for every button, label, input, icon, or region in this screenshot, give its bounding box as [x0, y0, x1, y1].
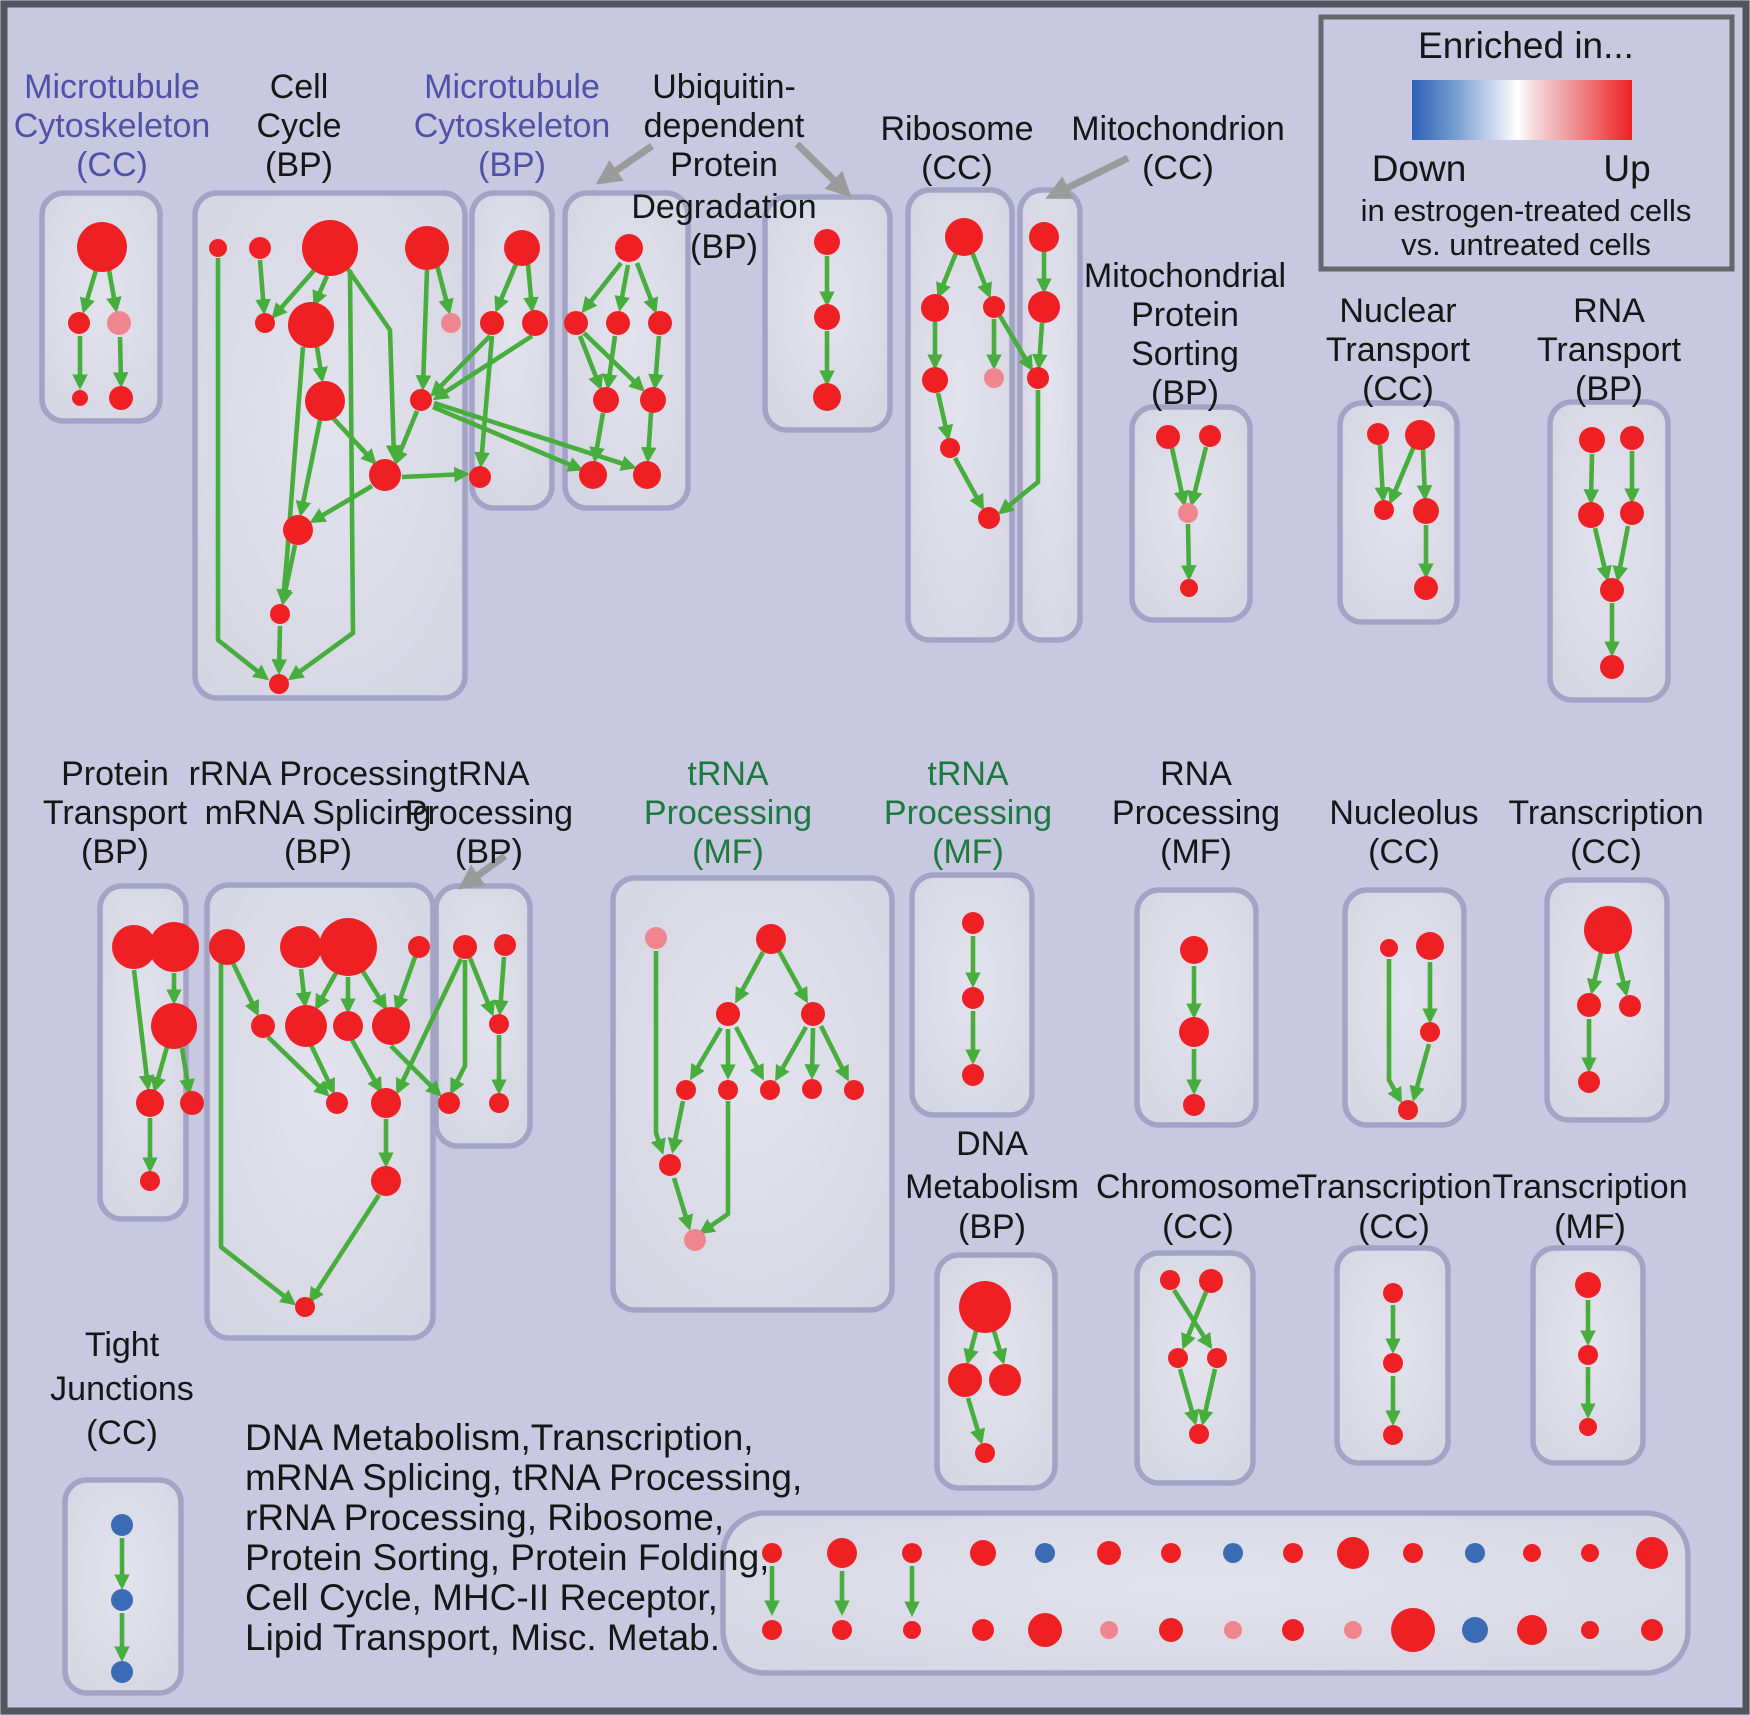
summary-text-line-1: mRNA Splicing, tRNA Processing, — [245, 1457, 803, 1498]
edge-ubiquitin-degradation-8 — [648, 413, 651, 459]
cluster-label-chromosome-cc-line-1: (CC) — [1162, 1208, 1234, 1246]
node-ubiquitin-degradation-2-1 — [814, 304, 840, 330]
node-ubiquitin-degradation-1 — [564, 311, 588, 335]
cluster-label-cell-cycle-line-0: Cell — [269, 68, 329, 106]
cluster-label-mitochondrial-protein-sorting-line-1: Protein — [1131, 296, 1239, 334]
node-mitochondrial-protein-sorting-3 — [1180, 579, 1198, 597]
node-rna-transport-5 — [1600, 655, 1624, 679]
node-rna-transport-3 — [1620, 501, 1644, 525]
cluster-label-transcription-mf-line-1: (MF) — [1554, 1208, 1626, 1246]
cluster-label-ubiquitin-degradation-line-0: Ubiquitin- — [652, 68, 796, 106]
node-trna-processing-mf-large-4 — [676, 1080, 696, 1100]
node-microtubule-cc-1 — [68, 312, 90, 334]
node-mitochondrial-protein-sorting-1 — [1199, 425, 1221, 447]
summary-dot-bottom-13 — [1581, 1621, 1599, 1639]
cluster-label-nuclear-transport-line-0: Nuclear — [1339, 292, 1457, 330]
node-transcription-cc-mid-1 — [1577, 993, 1601, 1017]
cluster-label-ubiquitin-degradation-line-1: dependent — [643, 107, 805, 145]
node-mitochondrion-cc-1 — [1028, 291, 1060, 323]
cluster-label-trna-processing-bp-line-2: (BP) — [455, 833, 523, 871]
cluster-label-protein-transport-line-2: (BP) — [81, 833, 149, 871]
cluster-label-cell-cycle-line-2: (BP) — [265, 146, 333, 184]
summary-dot-bottom-2 — [903, 1621, 921, 1639]
node-transcription-cc-bottom-2 — [1383, 1425, 1403, 1445]
cluster-label-ubiquitin-degradation-line-4: (BP) — [690, 228, 758, 266]
cluster-box-chromosome-cc — [1137, 1253, 1253, 1483]
node-ribosome-cc-2 — [983, 296, 1005, 318]
node-chromosome-cc-4 — [1189, 1424, 1209, 1444]
node-trna-processing-bp-1 — [494, 934, 516, 956]
cluster-label-nuclear-transport-line-2: (CC) — [1362, 370, 1434, 408]
summary-dot-bottom-6 — [1159, 1618, 1183, 1642]
node-nucleolus-cc-0 — [1380, 939, 1398, 957]
node-mitochondrial-protein-sorting-2 — [1178, 503, 1198, 523]
node-trna-processing-mf-small-2 — [962, 1064, 984, 1086]
cluster-label-chromosome-cc-line-0: Chromosome — [1095, 1168, 1301, 1206]
cluster-label-tight-junctions-line-1: Junctions — [50, 1370, 194, 1408]
node-transcription-cc-mid-2 — [1619, 995, 1641, 1017]
node-trna-processing-mf-large-1 — [756, 924, 786, 954]
node-cell-cycle-12 — [269, 674, 289, 694]
node-trna-processing-mf-large-5 — [718, 1080, 738, 1100]
summary-dot-top-10 — [1403, 1543, 1423, 1563]
cluster-label-nuclear-transport-line-1: Transport — [1325, 331, 1471, 369]
cluster-label-microtubule-cc-line-2: (CC) — [76, 146, 148, 184]
cluster-label-dna-metabolism-line-2: (BP) — [958, 1208, 1026, 1246]
node-microtubule-bp-2 — [522, 310, 548, 336]
edge-mitochondrion-cc-1 — [1039, 323, 1042, 366]
cluster-label-nucleolus-cc-line-0: Nucleolus — [1329, 794, 1479, 832]
cluster-label-dna-metabolism-line-1: Metabolism — [905, 1168, 1079, 1206]
summary-dot-bottom-10 — [1391, 1608, 1435, 1652]
cluster-label-nucleolus-cc-line-1: (CC) — [1368, 833, 1440, 871]
cluster-box-nuclear-transport — [1340, 403, 1457, 622]
node-nuclear-transport-4 — [1414, 576, 1438, 600]
cluster-label-rrna-processing-mrna-splicing-line-1: mRNA Splicing — [204, 794, 432, 832]
node-ubiquitin-degradation-5 — [640, 387, 666, 413]
node-ubiquitin-degradation-4 — [593, 387, 619, 413]
node-cell-cycle-5 — [288, 302, 334, 348]
node-nucleolus-cc-2 — [1420, 1022, 1440, 1042]
summary-dot-bottom-5 — [1100, 1621, 1118, 1639]
summary-dot-bottom-1 — [832, 1620, 852, 1640]
summary-dot-bottom-14 — [1641, 1619, 1663, 1641]
cluster-label-protein-transport-line-1: Transport — [42, 794, 188, 832]
node-rrna-processing-mrna-splicing-5 — [285, 1005, 327, 1047]
cluster-label-ribosome-cc-line-0: Ribosome — [880, 110, 1034, 148]
node-rrna-processing-mrna-splicing-8 — [326, 1092, 348, 1114]
node-cell-cycle-10 — [283, 515, 313, 545]
node-trna-processing-mf-large-3 — [801, 1002, 825, 1026]
summary-dot-bottom-7 — [1224, 1621, 1242, 1639]
node-microtubule-cc-3 — [72, 390, 88, 406]
node-rrna-processing-mrna-splicing-9 — [371, 1088, 401, 1118]
node-microtubule-cc-2 — [107, 311, 131, 335]
node-ribosome-cc-5 — [940, 438, 960, 458]
node-rrna-processing-mrna-splicing-4 — [251, 1014, 275, 1038]
summary-dot-bottom-8 — [1282, 1619, 1304, 1641]
legend-up-label: Up — [1603, 148, 1651, 189]
node-ubiquitin-degradation-3 — [648, 311, 672, 335]
summary-text-line-4: Cell Cycle, MHC-II Receptor, — [245, 1577, 718, 1618]
cluster-label-transcription-cc-bottom-line-1: (CC) — [1358, 1208, 1430, 1246]
summary-dot-top-1 — [827, 1538, 857, 1568]
summary-dot-top-13 — [1581, 1544, 1599, 1562]
node-transcription-cc-bottom-0 — [1383, 1283, 1403, 1303]
node-ubiquitin-degradation-2-0 — [814, 229, 840, 255]
cluster-label-trna-processing-mf-small-line-0: tRNA — [927, 755, 1009, 793]
node-trna-processing-mf-large-0 — [645, 927, 667, 949]
cluster-label-transcription-cc-bottom-line-0: Transcription — [1296, 1168, 1492, 1206]
node-mitochondrial-protein-sorting-0 — [1156, 425, 1180, 449]
node-chromosome-cc-3 — [1207, 1348, 1227, 1368]
cluster-label-transcription-mf-line-0: Transcription — [1492, 1168, 1688, 1206]
node-trna-processing-bp-3 — [438, 1092, 460, 1114]
cluster-label-mitochondrial-protein-sorting-line-3: (BP) — [1151, 374, 1219, 412]
edge-rna-transport-0 — [1591, 454, 1592, 501]
summary-dot-top-8 — [1283, 1543, 1303, 1563]
node-cell-cycle-0 — [209, 239, 227, 257]
cluster-label-microtubule-bp-line-0: Microtubule — [424, 68, 600, 106]
node-tight-junctions-1 — [111, 1589, 133, 1611]
edge-nuclear-transport-2 — [1423, 449, 1425, 497]
node-ubiquitin-degradation-7 — [633, 461, 661, 489]
cluster-label-trna-processing-mf-large-line-0: tRNA — [687, 755, 769, 793]
node-chromosome-cc-1 — [1199, 1269, 1223, 1293]
cluster-box-nucleolus-cc — [1345, 890, 1464, 1125]
node-trna-processing-bp-4 — [489, 1093, 509, 1113]
node-trna-processing-mf-large-7 — [802, 1079, 822, 1099]
node-rna-processing-mf-1 — [1179, 1017, 1209, 1047]
edge-mitochondrial-protein-sorting-2 — [1188, 524, 1189, 577]
node-nuclear-transport-1 — [1405, 420, 1435, 450]
node-protein-transport-2 — [151, 1003, 197, 1049]
summary-text-line-0: DNA Metabolism,Transcription, — [245, 1417, 754, 1458]
node-rna-processing-mf-0 — [1180, 936, 1208, 964]
summary-dot-top-11 — [1465, 1543, 1485, 1563]
node-ribosome-cc-3 — [922, 367, 948, 393]
summary-dot-bottom-3 — [972, 1619, 994, 1641]
node-microtubule-bp-3 — [469, 466, 491, 488]
node-trna-processing-mf-large-8 — [844, 1080, 864, 1100]
node-mitochondrion-cc-0 — [1029, 222, 1059, 252]
cluster-label-mitochondrial-protein-sorting-line-0: Mitochondrial — [1083, 257, 1287, 295]
node-ribosome-cc-4 — [984, 368, 1004, 388]
node-rna-transport-4 — [1600, 578, 1624, 602]
legend-down-label: Down — [1371, 148, 1467, 189]
cluster-label-trna-processing-mf-large-line-2: (MF) — [692, 833, 764, 871]
cluster-label-microtubule-bp-line-2: (BP) — [478, 146, 546, 184]
node-ubiquitin-degradation-2-2 — [813, 383, 841, 411]
cluster-label-trna-processing-mf-small-line-1: Processing — [883, 794, 1053, 832]
cluster-label-rrna-processing-mrna-splicing-line-2: (BP) — [284, 833, 352, 871]
cluster-box-ribosome-cc — [908, 190, 1012, 640]
node-dna-metabolism-1 — [948, 1363, 982, 1397]
node-nucleolus-cc-1 — [1416, 932, 1444, 960]
node-microtubule-bp-0 — [504, 230, 540, 266]
legend-gradient-bar — [1412, 80, 1632, 140]
summary-dot-top-9 — [1337, 1537, 1369, 1569]
node-ribosome-cc-1 — [921, 294, 949, 322]
node-rrna-processing-mrna-splicing-11 — [295, 1297, 315, 1317]
summary-dot-top-5 — [1097, 1541, 1121, 1565]
node-ribosome-cc-0 — [945, 218, 983, 256]
summary-dot-bottom-9 — [1344, 1621, 1362, 1639]
cluster-label-rna-processing-mf-line-1: Processing — [1111, 794, 1281, 832]
node-rrna-processing-mrna-splicing-6 — [333, 1011, 363, 1041]
summary-dot-top-3 — [970, 1540, 996, 1566]
edge-trna-processing-mf-large-6 — [812, 1028, 813, 1076]
cluster-label-rrna-processing-mrna-splicing-line-0: rRNA Processing — [188, 755, 448, 793]
legend-title: Enriched in... — [1418, 25, 1634, 66]
cluster-label-mitochondrial-protein-sorting-line-2: Sorting — [1131, 335, 1239, 373]
node-cell-cycle-11 — [270, 604, 290, 624]
node-ribosome-cc-6 — [978, 507, 1000, 529]
cluster-box-mitochondrion-cc — [1020, 190, 1080, 640]
summary-dot-bottom-11 — [1462, 1617, 1488, 1643]
summary-dot-top-7 — [1223, 1543, 1243, 1563]
summary-dot-top-14 — [1636, 1537, 1668, 1569]
cluster-label-rna-transport-line-0: RNA — [1573, 292, 1645, 330]
edge-cell-cycle-15 — [279, 626, 280, 671]
node-trna-processing-mf-small-0 — [962, 912, 984, 934]
cluster-label-microtubule-cc-line-1: Cytoskeleton — [13, 107, 211, 145]
node-cell-cycle-4 — [255, 313, 275, 333]
cluster-label-transcription-cc-mid-line-0: Transcription — [1508, 794, 1704, 832]
node-cell-cycle-6 — [441, 313, 461, 333]
cluster-label-trna-processing-bp-line-0: tRNA — [448, 755, 530, 793]
node-cell-cycle-7 — [305, 381, 345, 421]
legend-subtitle-1: in estrogen-treated cells — [1360, 193, 1692, 228]
node-protein-transport-5 — [140, 1171, 160, 1191]
cluster-label-tight-junctions-line-0: Tight — [84, 1326, 160, 1364]
node-ubiquitin-degradation-0 — [615, 234, 643, 262]
node-tight-junctions-2 — [111, 1661, 133, 1683]
node-cell-cycle-3 — [405, 226, 449, 270]
node-dna-metabolism-2 — [989, 1364, 1021, 1396]
cluster-label-rna-processing-mf-line-0: RNA — [1160, 755, 1232, 793]
summary-dot-bottom-0 — [762, 1620, 782, 1640]
cluster-label-trna-processing-mf-small-line-2: (MF) — [932, 833, 1004, 871]
cluster-label-rna-transport-line-2: (BP) — [1575, 370, 1643, 408]
node-transcription-mf-0 — [1575, 1272, 1601, 1298]
cluster-label-mitochondrion-cc-line-1: (CC) — [1142, 149, 1214, 187]
node-transcription-cc-bottom-1 — [1383, 1353, 1403, 1373]
legend-subtitle-2: vs. untreated cells — [1401, 227, 1651, 262]
node-rna-transport-1 — [1620, 426, 1644, 450]
node-microtubule-cc-0 — [77, 222, 127, 272]
cluster-label-transcription-cc-mid-line-1: (CC) — [1570, 833, 1642, 871]
node-trna-processing-mf-large-9 — [659, 1154, 681, 1176]
node-chromosome-cc-0 — [1160, 1270, 1180, 1290]
cluster-label-tight-junctions-line-2: (CC) — [86, 1414, 158, 1452]
cluster-label-dna-metabolism-line-0: DNA — [956, 1125, 1028, 1163]
node-cell-cycle-1 — [249, 237, 271, 259]
summary-dot-top-2 — [902, 1543, 922, 1563]
cluster-label-trna-processing-mf-large-line-1: Processing — [643, 794, 813, 832]
summary-box — [723, 1513, 1688, 1673]
summary-dot-top-6 — [1161, 1543, 1181, 1563]
edge-nuclear-transport-0 — [1380, 445, 1383, 499]
node-ubiquitin-degradation-6 — [579, 461, 607, 489]
node-rrna-processing-mrna-splicing-2 — [319, 918, 377, 976]
summary-text-line-3: Protein Sorting, Protein Folding, — [245, 1537, 770, 1578]
node-transcription-cc-mid-0 — [1584, 906, 1632, 954]
cross-edge-4 — [402, 474, 466, 477]
cluster-box-rna-processing-mf — [1137, 890, 1256, 1125]
node-rrna-processing-mrna-splicing-3 — [408, 936, 430, 958]
cluster-label-ribosome-cc-line-1: (CC) — [921, 149, 993, 187]
node-chromosome-cc-2 — [1168, 1348, 1188, 1368]
node-mitochondrion-cc-2 — [1027, 367, 1049, 389]
cluster-label-rna-processing-mf-line-2: (MF) — [1160, 833, 1232, 871]
summary-dot-top-4 — [1035, 1543, 1055, 1563]
node-rrna-processing-mrna-splicing-7 — [372, 1007, 410, 1045]
node-microtubule-cc-4 — [109, 386, 133, 410]
node-dna-metabolism-3 — [975, 1443, 995, 1463]
edge-microtubule-cc-3 — [120, 337, 121, 384]
node-transcription-cc-mid-3 — [1578, 1071, 1600, 1093]
cluster-label-trna-processing-bp-line-1: Processing — [404, 794, 574, 832]
node-cell-cycle-8 — [410, 389, 432, 411]
node-cell-cycle-9 — [369, 459, 401, 491]
node-tight-junctions-0 — [111, 1514, 133, 1536]
node-nuclear-transport-0 — [1367, 423, 1389, 445]
summary-dot-top-12 — [1523, 1544, 1541, 1562]
cluster-label-rna-transport-line-1: Transport — [1536, 331, 1682, 369]
node-rrna-processing-mrna-splicing-1 — [280, 926, 322, 968]
node-trna-processing-mf-large-6 — [760, 1080, 780, 1100]
node-nuclear-transport-3 — [1413, 498, 1439, 524]
node-rna-transport-2 — [1578, 502, 1604, 528]
cluster-box-rna-transport — [1550, 402, 1668, 700]
node-trna-processing-mf-small-1 — [962, 987, 984, 1009]
node-trna-processing-mf-large-2 — [716, 1002, 740, 1026]
cluster-label-cell-cycle-line-1: Cycle — [256, 107, 342, 145]
node-protein-transport-1 — [149, 922, 199, 972]
node-trna-processing-mf-large-10 — [684, 1229, 706, 1251]
cluster-label-microtubule-cc-line-0: Microtubule — [24, 68, 200, 106]
node-microtubule-bp-1 — [480, 311, 504, 335]
node-transcription-mf-1 — [1578, 1345, 1598, 1365]
node-rna-transport-0 — [1579, 427, 1605, 453]
node-protein-transport-4 — [180, 1091, 204, 1115]
summary-text-line-5: Lipid Transport, Misc. Metab. — [245, 1617, 721, 1658]
node-rna-processing-mf-2 — [1183, 1094, 1205, 1116]
node-nucleolus-cc-3 — [1398, 1100, 1418, 1120]
cluster-label-mitochondrion-cc-line-0: Mitochondrion — [1071, 110, 1285, 148]
cluster-label-ubiquitin-degradation-line-3: Degradation — [631, 188, 817, 226]
node-trna-processing-bp-0 — [453, 935, 477, 959]
cluster-label-protein-transport-line-0: Protein — [61, 755, 169, 793]
cluster-label-microtubule-bp-line-1: Cytoskeleton — [413, 107, 611, 145]
summary-dot-bottom-4 — [1028, 1613, 1062, 1647]
summary-dot-bottom-12 — [1517, 1615, 1547, 1645]
node-trna-processing-bp-2 — [489, 1014, 509, 1034]
node-rrna-processing-mrna-splicing-10 — [371, 1166, 401, 1196]
node-cell-cycle-2 — [302, 220, 358, 276]
node-dna-metabolism-0 — [959, 1281, 1011, 1333]
node-nuclear-transport-2 — [1374, 500, 1394, 520]
node-transcription-mf-2 — [1579, 1418, 1597, 1436]
node-ubiquitin-degradation-2 — [606, 311, 630, 335]
node-rrna-processing-mrna-splicing-0 — [209, 929, 245, 965]
cluster-label-ubiquitin-degradation-line-2: Protein — [670, 146, 778, 184]
node-protein-transport-3 — [136, 1089, 164, 1117]
summary-text-line-2: rRNA Processing, Ribosome, — [245, 1497, 725, 1538]
